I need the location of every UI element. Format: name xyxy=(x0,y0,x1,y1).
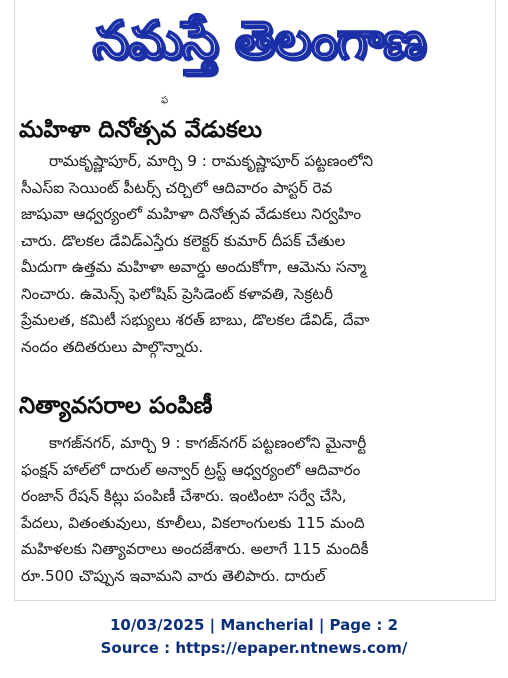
article2-line: రంజాన్ రేషన్ కిట్లు పంపిణీ చేశారు. ఇంటింటా సర్వే చేసి, xyxy=(21,487,347,505)
article2-line: పేదలు, వితంతువులు, కూలీలు, వికలాంగులకు 115 మంది xyxy=(21,513,365,532)
article1-line: జాషువా ఆధ్వర్యంలో మహిళా దినోత్సవ వేడుకలు నిర్వహిం xyxy=(21,205,362,223)
article2-line: మహిళలకు నిత్యావరాలు అందజేశారు. అలాగే 115 మందికీ xyxy=(21,540,369,558)
small-mark: ఫ xyxy=(161,95,169,106)
article1-line: సీఎస్ఐ సెయింట్ పీటర్స్ చర్చిలో ఆదివారం పాస్టర్ రెవ xyxy=(21,178,333,197)
article1-line: నించారు. ఉమెన్స్ ఫెలోషిప్ ప్రెసిడెంట్ కళావతి, సెక్రటరీ xyxy=(21,284,333,303)
footer-source: Source : https://epaper.ntnews.com/ xyxy=(100,639,408,657)
article1-line: రామకృష్ణాపూర్, మార్చి 9 : రామకృష్ణాపూర్ పట్టణంలోని xyxy=(49,152,374,170)
masthead-title: నమస్తే తెలంగాణ xyxy=(92,10,426,71)
article2-headline: నిత్యావసరాల పంపిణీ xyxy=(19,393,213,419)
article1-line: నందం తదితరులు పాల్గొన్నారు. xyxy=(21,337,204,356)
article1-line: ప్రేమలత, కమిటీ సభ్యులు శరత్ బాబు, డొలకల డేవిడ్, దేవా xyxy=(21,311,370,329)
article2-body xyxy=(21,430,485,589)
article1-line: మీదుగా ఉత్తమ మహిళా అవార్డు అందుకోగా, ఆమెను సన్మా xyxy=(21,258,367,276)
article1-body xyxy=(21,148,485,360)
article2-line: రూ.500 చొప్పున ఇవామని వారు తెలిపారు. దారుల్ xyxy=(21,566,326,585)
article1-line: చారు. డొలకల డేవిడ్ఎస్తేరు కలెక్టర్ కుమార్ దీపక్ చేతుల xyxy=(21,231,346,250)
article2-line: ఫంక్షన్ హాల్‌లో దారుల్ అన్వార్ ట్రస్ట్ ఆధ్వర్యంలో ఆదివారం xyxy=(21,460,361,479)
newspaper-clipping xyxy=(14,0,496,601)
article2-line: కాగజ్‌నగర్, మార్చి 9 : కాగజ్‌నగర్ పట్టణంలోని మైనార్టీ xyxy=(49,434,367,452)
footer-date-edition-page: 10/03/2025 | Mancherial | Page : 2 xyxy=(109,616,399,634)
article1-headline: మహిళా దినోత్సవ వేడుకలు xyxy=(19,117,263,143)
